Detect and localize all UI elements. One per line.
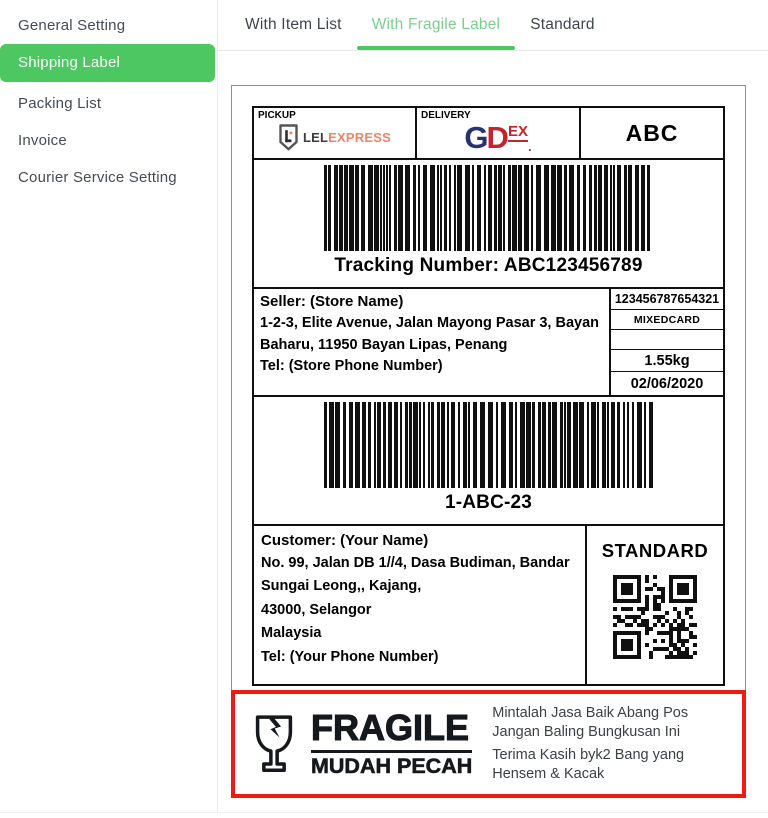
meta-card-type: MIXEDCARD xyxy=(611,310,723,330)
sidebar-item-shipping-label[interactable]: Shipping Label xyxy=(0,44,215,82)
gdex-dot: . xyxy=(527,138,532,154)
service-code: ABC xyxy=(625,119,679,146)
meta-ref-number: 123456787654321 xyxy=(611,289,723,310)
delivery-cell xyxy=(417,108,581,158)
tab-with-item-list[interactable]: With Item List xyxy=(245,16,342,33)
shipping-label-table xyxy=(252,106,725,686)
customer-title: Customer: (Your Name) xyxy=(261,532,429,549)
shipping-label-preview xyxy=(231,85,746,798)
fragile-note-line: Mintalah Jasa Baik Abang Pos Jangan Baling Bungkusan Ini xyxy=(492,704,689,740)
customer-address-line: No. 99, Jalan DB 1//4, Dasa Budiman, Bandar xyxy=(261,554,570,571)
fragile-banner xyxy=(231,690,746,798)
tab-with-fragile-label[interactable]: With Fragile Label xyxy=(357,0,516,50)
tracking-number-caption: Tracking Number: ABC123456789 xyxy=(334,255,643,276)
parcel-code-caption: 1-ABC-23 xyxy=(444,492,533,513)
tab-standard[interactable]: Standard xyxy=(530,16,595,33)
pickup-cell xyxy=(254,108,417,158)
gdex-ex: EX xyxy=(507,122,528,140)
tracking-barcode xyxy=(324,165,654,251)
tab-bar xyxy=(218,0,768,51)
seller-title: Seller: (Store Name) xyxy=(260,293,404,310)
page-bottom-divider xyxy=(0,812,768,813)
customer-tel: Tel: (Your Phone Number) xyxy=(261,648,439,665)
lel-shield-icon xyxy=(278,124,299,151)
pickup-label: PICKUP xyxy=(258,110,296,121)
meta-date: 02/06/2020 xyxy=(630,375,704,392)
fragile-title: FRAGILE xyxy=(311,707,469,749)
fragile-note-line: Terima Kasih byk2 Bang yang Hensem & Kacak xyxy=(492,747,685,783)
seller-meta-column xyxy=(609,289,723,395)
sidebar-item-courier-service-setting[interactable]: Courier Service Setting xyxy=(18,169,177,186)
parcel-barcode xyxy=(324,402,654,488)
fragile-divider xyxy=(311,750,472,753)
lel-express-wordmark: LELEXPRESS xyxy=(303,129,391,145)
gdex-d: D xyxy=(486,119,508,155)
customer-address-block xyxy=(254,526,585,684)
tracking-barcode-row xyxy=(254,165,723,289)
customer-row xyxy=(254,526,723,684)
seller-row xyxy=(254,289,723,397)
shipping-type: STANDARD xyxy=(601,540,709,561)
fragile-title-block xyxy=(311,707,473,779)
gdex-logo xyxy=(464,119,532,155)
label-header-row xyxy=(254,108,723,160)
gdex-g: G xyxy=(464,119,487,155)
shipping-type-column xyxy=(585,526,723,684)
meta-empty-cell xyxy=(611,330,723,350)
sidebar-item-general-setting[interactable]: General Setting xyxy=(18,17,126,34)
sidebar-item-packing-list[interactable]: Packing List xyxy=(18,95,102,112)
seller-tel: Tel: (Store Phone Number) xyxy=(260,358,443,375)
customer-address-line: Malaysia xyxy=(261,625,322,642)
service-code-cell xyxy=(581,108,723,158)
fragile-subtitle: MUDAH PECAH xyxy=(311,754,473,779)
delivery-label: DELIVERY xyxy=(421,110,471,121)
lel-express-logo xyxy=(278,124,391,151)
customer-address-line: 43000, Selangor xyxy=(261,601,372,618)
seller-address-block xyxy=(254,289,609,395)
seller-address: 1-2-3, Elite Avenue, Jalan Mayong Pasar 3, Bayan Baharu, 11950 Bayan Lipas, Penang xyxy=(260,314,600,353)
qr-code xyxy=(613,575,697,659)
settings-sidebar xyxy=(0,0,218,812)
parcel-barcode-row xyxy=(254,402,723,526)
fragile-notes xyxy=(492,700,732,789)
broken-glass-icon xyxy=(249,713,299,776)
sidebar-item-invoice[interactable]: Invoice xyxy=(18,132,67,149)
meta-weight: 1.55kg xyxy=(611,350,723,372)
customer-address-line: Sungai Leong,, Kajang, xyxy=(261,578,422,595)
